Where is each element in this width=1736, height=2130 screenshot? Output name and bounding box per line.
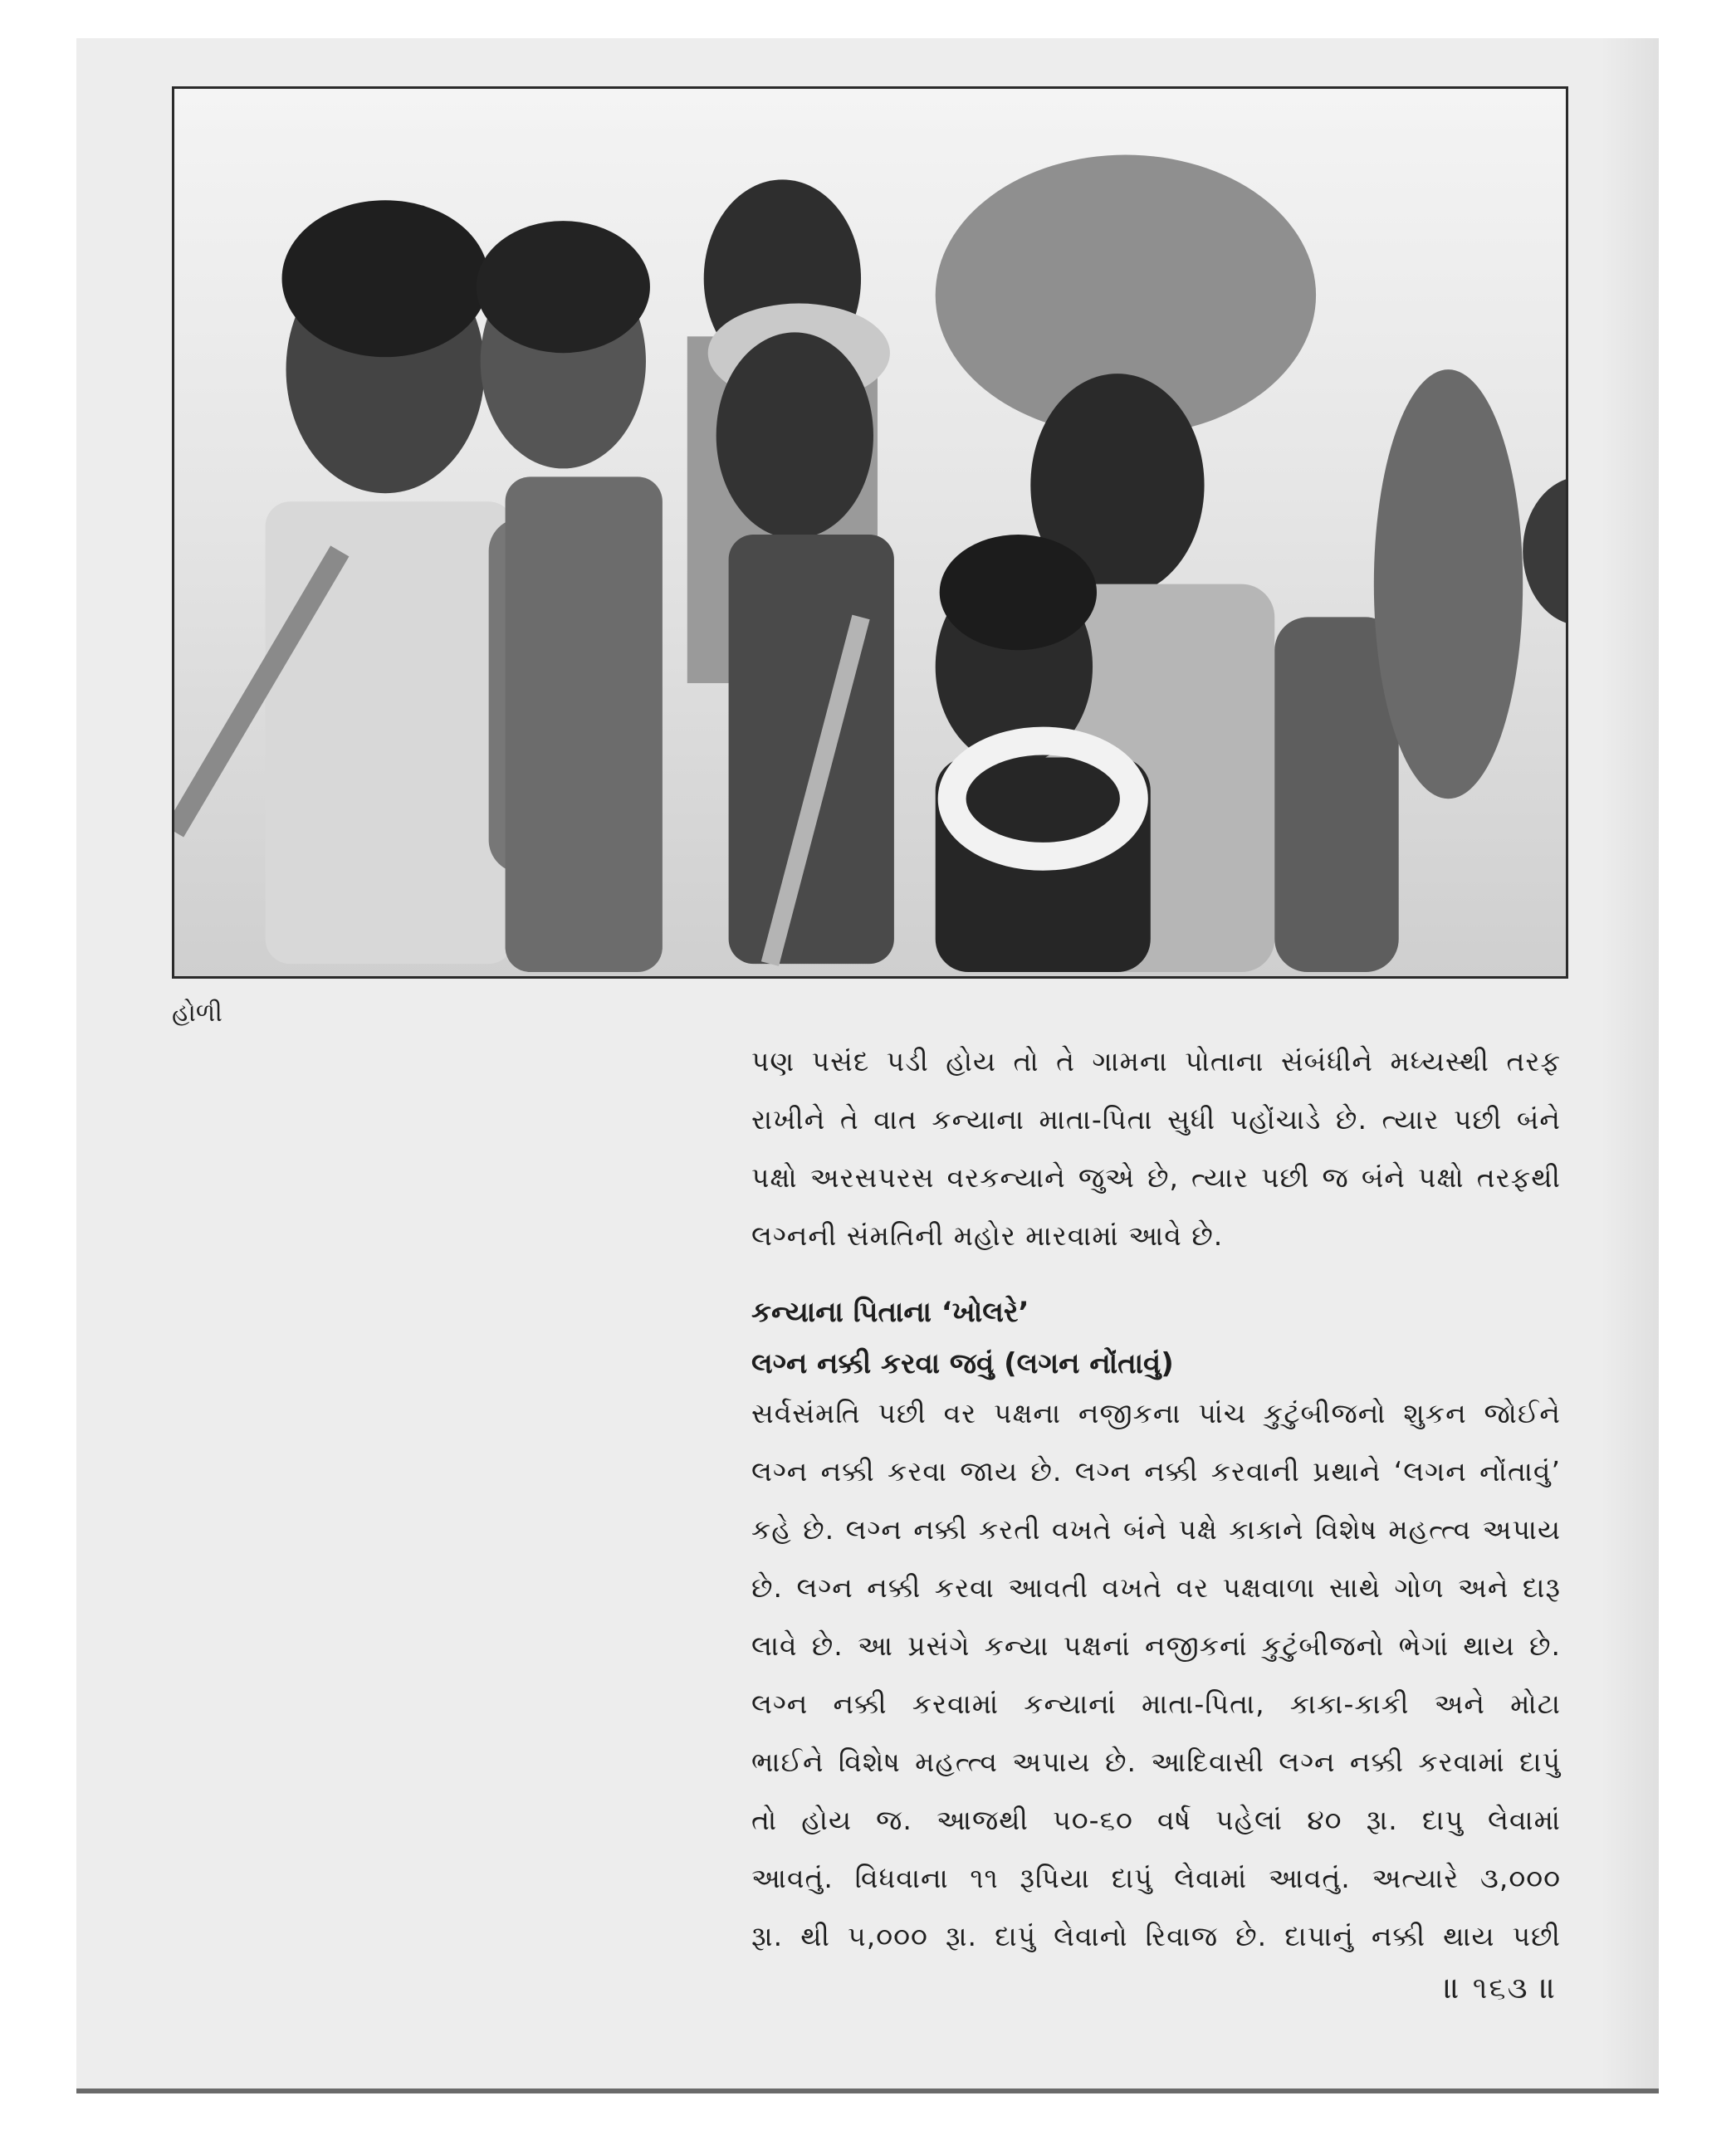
section-heading bbox=[751, 1287, 1561, 1390]
paragraph-2 bbox=[751, 1385, 1561, 1966]
page-bottom-edge bbox=[76, 2088, 1659, 2093]
heading-line: લગ્ન નક્કી કરવા જવું (લગન નોંતાવું) bbox=[751, 1347, 1174, 1380]
holi-festival-photo bbox=[172, 86, 1568, 979]
text-line: રાખીને તે વાત કન્યાના માતા-પિતા સુધી પહોંચાડે છે. ત્યાર પછી બંને bbox=[751, 1103, 1561, 1136]
text-line: કહે છે. લગ્ન નક્કી કરતી વખતે બંને પક્ષે કાકાને વિશેષ મહત્ત્વ અપાય bbox=[751, 1513, 1561, 1546]
text-line: પણ પસંદ પડી હોય તો તે ગામના પોતાના સંબંધીને મધ્યસ્થી તરફ bbox=[751, 1045, 1561, 1077]
text-line: છે. લગ્ન નક્કી કરવા આવતી વખતે વર પક્ષવાળા સાથે ગોળ અને દારૂ bbox=[751, 1571, 1561, 1604]
text-line: પક્ષો અરસપરસ વરકન્યાને જુએ છે, ત્યાર પછી જ બંને પક્ષો તરફથી bbox=[751, 1161, 1561, 1194]
text-line: તો હોય જ. આજથી ૫૦-૬૦ વર્ષ પહેલાં ૪૦ રૂા. દાપુ લેવામાં bbox=[751, 1804, 1561, 1836]
text-line: લગ્ન નક્કી કરવામાં કન્યાનાં માતા-પિતા, કાકા-કાકી અને મોટા bbox=[751, 1688, 1561, 1720]
photo-caption: હોળી bbox=[172, 999, 223, 1028]
paragraph-1 bbox=[751, 1033, 1561, 1265]
text-line: લગ્નની સંમતિની મહોર મારવામાં આવે છે. bbox=[751, 1219, 1224, 1252]
page-number: ॥ ૧૬૩ ॥ bbox=[1444, 1971, 1558, 2005]
heading-line: કન્યાના પિતાના ‘ખોલરે’ bbox=[751, 1296, 1029, 1329]
text-line: ભાઈને વિશેષ મહત્ત્વ અપાય છે. આદિવાસી લગ્ન નક્કી કરવામાં દાપું bbox=[751, 1746, 1561, 1778]
text-line: રૂા. થી ૫,૦૦૦ રૂા. દાપું લેવાનો રિવાજ છે. દાપાનું નક્કી થાય પછી bbox=[751, 1920, 1561, 1952]
text-line: લગ્ન નક્કી કરવા જાય છે. લગ્ન નક્કી કરવાની પ્રથાને ‘લગન નોંતાવું’ bbox=[751, 1455, 1561, 1488]
text-line: સર્વસંમતિ પછી વર પક્ષના નજીકના પાંચ કુટુંબીજનો શુકન જોઈને bbox=[751, 1397, 1561, 1429]
text-line: લાવે છે. આ પ્રસંગે કન્યા પક્ષનાં નજીકનાં કુટુંબીજનો ભેગાં થાય છે. bbox=[751, 1629, 1561, 1662]
text-line: આવતું. વિધવાના ૧૧ રૂપિયા દાપું લેવામાં આવતું. અત્યારે ૩,૦૦૦ bbox=[751, 1862, 1561, 1894]
